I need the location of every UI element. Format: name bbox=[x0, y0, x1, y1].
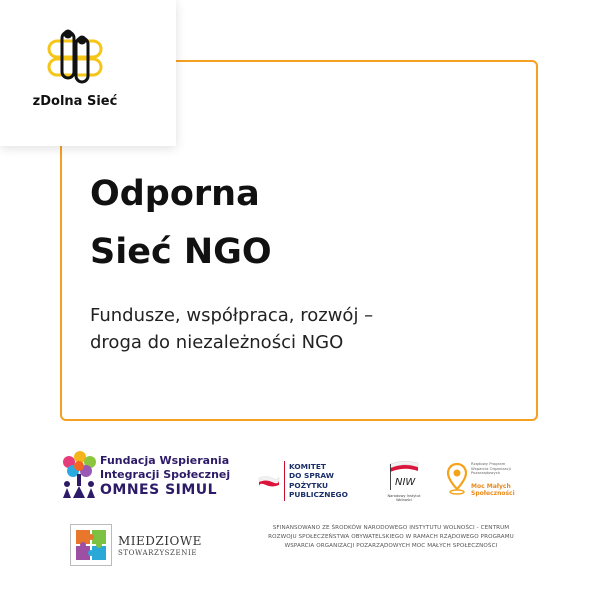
linked-people-icon bbox=[44, 28, 106, 84]
komitet-logo bbox=[258, 461, 358, 501]
title-line-1: Odporna bbox=[90, 174, 260, 214]
colorful-tree-people-icon bbox=[60, 450, 98, 500]
puzzle-icon-frame bbox=[70, 524, 112, 566]
komitet-line-1: KOMITET bbox=[289, 462, 326, 471]
omnes-line-1: Fundacja Wspierania bbox=[100, 454, 230, 467]
moc-small-line-2: Wsparcia Organizacji bbox=[471, 465, 511, 471]
brand-logo-card bbox=[0, 0, 176, 146]
subtitle-line-1: Fundusze, współpraca, rozwój – bbox=[90, 305, 374, 326]
moc-program-text bbox=[471, 462, 517, 476]
page-title bbox=[90, 165, 272, 281]
funding-line-1: SFINANSOWANO ZE ŚRODKÓW NARODOWEGO INSTYTUTU WOLNOŚCI - CENTRUM bbox=[272, 525, 510, 531]
polish-flag-icon bbox=[258, 475, 280, 487]
title-line-2: Sieć NGO bbox=[90, 232, 272, 272]
komitet-line-4: PUBLICZNEGO bbox=[289, 489, 348, 499]
brand-name: zDolna Sieć bbox=[32, 94, 118, 109]
omnes-line-3: OMNES SIMUL bbox=[100, 482, 218, 498]
moc-name-line-1: Moc Małych bbox=[471, 483, 511, 490]
miedziowe-stowarzyszenie-logo bbox=[70, 524, 210, 568]
moc-name-line-2: Społeczności bbox=[471, 490, 515, 497]
puzzle-icon bbox=[71, 525, 111, 565]
moc-name bbox=[471, 483, 515, 497]
miedziowe-line-1: MIEDZIOWE bbox=[118, 534, 202, 548]
moc-malych-spolecznosci-logo bbox=[447, 458, 517, 502]
komitet-text bbox=[289, 462, 359, 499]
miedziowe-line-2: STOWARZYSZENIE bbox=[118, 549, 198, 557]
niw-logo bbox=[380, 460, 428, 500]
omnes-simul-logo bbox=[60, 450, 230, 502]
niw-subtitle: Narodowy Instytut Wolności bbox=[387, 494, 421, 502]
moc-small-line-1: Rządowy Program bbox=[471, 461, 506, 466]
niw-flag-icon bbox=[387, 460, 421, 492]
subtitle-line-2: droga do niezależności NGO bbox=[90, 332, 344, 353]
komitet-divider bbox=[284, 461, 285, 501]
niw-name: NIW bbox=[395, 477, 416, 488]
funding-line-2: ROZWOJU SPOŁECZEŃSTWA OBYWATELSKIEGO W RAMACH RZĄDOWEGO PROGRAMU bbox=[268, 534, 514, 540]
location-pin-icon bbox=[447, 462, 467, 496]
funding-line-3: WSPARCIA ORGANIZACJI POZARZĄDOWYCH MOC MAŁYCH SPOŁECZNOŚCI bbox=[284, 543, 498, 549]
komitet-line-2: DO SPRAW bbox=[289, 471, 334, 481]
omnes-line-2: Integracji Społecznej bbox=[100, 468, 231, 481]
page-subtitle bbox=[90, 302, 510, 356]
moc-small-line-3: Pozarządowych bbox=[471, 470, 501, 476]
funding-note bbox=[256, 524, 526, 551]
komitet-line-3: POŻYTKU bbox=[289, 480, 329, 490]
